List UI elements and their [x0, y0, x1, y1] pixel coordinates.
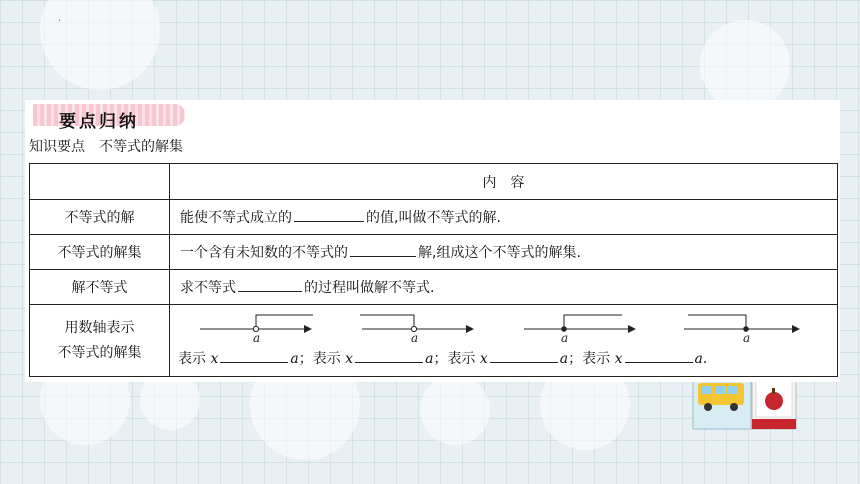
- expression-constant: a: [559, 351, 569, 367]
- expression-prefix: 表示: [178, 351, 211, 367]
- section-title: 要点归纳: [59, 112, 139, 132]
- row-term: 不等式的解: [30, 200, 170, 235]
- expression: [313, 351, 448, 367]
- expression-prefix: 表示: [312, 351, 346, 367]
- point-label: a: [253, 331, 261, 345]
- knowledge-card: [25, 100, 840, 382]
- fill-blank[interactable]: [625, 350, 693, 363]
- expression: [178, 351, 313, 367]
- header-empty-cell: [30, 164, 170, 200]
- row-term: 不等式的解集: [30, 235, 170, 270]
- expression-constant: a: [694, 351, 703, 367]
- corner-dot: ·: [58, 16, 62, 27]
- fill-blank[interactable]: [238, 277, 302, 292]
- number-line-greater-equal: [522, 309, 682, 345]
- definition-text: 求不等式: [180, 280, 236, 296]
- fill-blank[interactable]: [350, 242, 416, 257]
- expression: [447, 351, 582, 367]
- definition-text: 解,组成这个不等式的解集.: [418, 245, 581, 261]
- term-line: 不等式的解集: [57, 344, 142, 361]
- expression-variable: x: [210, 351, 219, 367]
- point-label: a: [411, 331, 419, 345]
- number-line-less: [360, 309, 520, 345]
- knowledge-table: [29, 163, 838, 377]
- fill-blank[interactable]: [294, 207, 364, 222]
- point-label: a: [561, 331, 569, 345]
- expression-constant: a: [290, 351, 299, 367]
- expression-variable: x: [479, 351, 488, 367]
- expression-prefix: 表示: [582, 351, 615, 367]
- definition-text: 的值,叫做不等式的解.: [366, 210, 501, 226]
- number-line-less-equal: [682, 309, 842, 345]
- point-label: a: [743, 331, 751, 345]
- number-line-greater: [198, 309, 358, 345]
- background-bubble: [700, 20, 790, 110]
- table-row-numberline: [30, 305, 838, 377]
- expression-punct: ；: [568, 351, 583, 367]
- expression-punct: ；: [433, 351, 448, 367]
- row-term: 解不等式: [30, 270, 170, 305]
- table-row: [30, 200, 838, 235]
- row-definition: [170, 270, 838, 305]
- fill-blank[interactable]: [355, 350, 423, 363]
- row-definition: [170, 235, 838, 270]
- expression: [582, 351, 707, 367]
- row-definition: [170, 200, 838, 235]
- expression-prefix: 表示: [447, 351, 480, 367]
- expression-row: [178, 348, 707, 368]
- fill-blank[interactable]: [220, 350, 288, 363]
- definition-text: 的过程叫做解不等式.: [304, 280, 435, 296]
- definition-text: 一个含有未知数的不等式的: [180, 245, 348, 261]
- definition-text: 能使不等式成立的: [180, 210, 292, 226]
- background-bubble: [40, 0, 160, 90]
- numberline-cell: [170, 305, 838, 377]
- background-bubble: [420, 375, 490, 445]
- section-subtitle: 知识要点 不等式的解集: [29, 139, 183, 155]
- expression-variable: x: [614, 351, 623, 367]
- fill-blank[interactable]: [490, 350, 558, 363]
- table-header-row: [30, 164, 838, 200]
- table-row: [30, 235, 838, 270]
- expression-constant: a: [425, 351, 434, 367]
- header-content-cell: 内 容: [170, 164, 838, 200]
- table-row: [30, 270, 838, 305]
- section-banner: [33, 104, 185, 132]
- row-term: [30, 305, 170, 377]
- expression-punct: ；: [298, 351, 313, 367]
- expression-punct: .: [702, 351, 708, 367]
- expression-variable: x: [345, 351, 354, 367]
- term-line: 用数轴表示: [64, 319, 135, 336]
